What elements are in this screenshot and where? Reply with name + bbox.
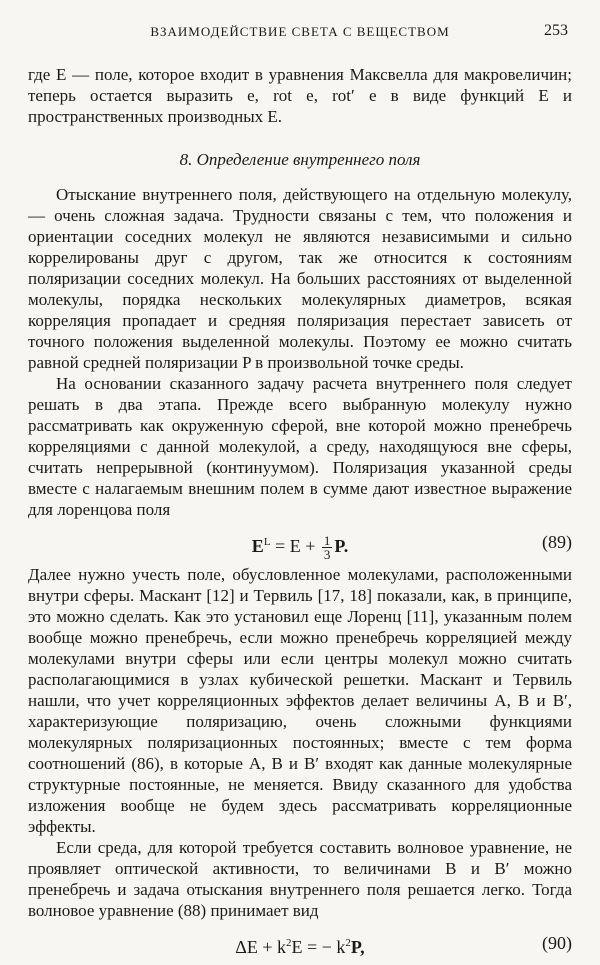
equation-89-expression [28, 532, 572, 561]
equation-90-number: (90) [542, 933, 572, 953]
eq89-frac-den: 3 [323, 547, 331, 563]
section-heading: 8. Определение внутреннего поля [179, 150, 421, 169]
eq90-mid: E = − k [291, 937, 346, 957]
eq90-sup2: 2 [345, 937, 351, 949]
eq90-rhs: P, [350, 937, 365, 957]
eq89-fraction [322, 534, 333, 561]
eq90-sup1: 2 [286, 937, 292, 949]
eq89-sup: L [263, 536, 271, 548]
equation-90 [28, 927, 572, 961]
paragraph-1: Отыскание внутреннего поля, действующего на отдельную молекулу, — очень сложная задача. Трудности связаны с тем, что положения и ориентации соседних молекул не являются независимыми и сильно коррелированы друг с другом, так же относится к состояниям поляризации соседних молекул. На больших расстояниях от выделенной молекулы, порядка нескольких молекулярных диаметров, всякая корреляция пропадает и средняя поляризация перестает зависеть от точного положения выделенной молекулы. Поэтому ее можно считать равной средней поляризации P в произвольной точке среды. [28, 185, 572, 372]
paragraph-0: где E — поле, которое входит в уравнения Максвелла для макровеличин; теперь остается выразить e, rot e, rot′ e в виде функций E и пространственных производных E. [28, 65, 572, 126]
running-title: ВЗАИМОДЕЙСТВИЕ СВЕТА С ВЕЩЕСТВОМ [150, 24, 450, 39]
page-header [28, 20, 572, 44]
eq89-frac-num: 1 [323, 533, 331, 549]
equation-89 [28, 526, 572, 563]
page-body [28, 64, 572, 965]
equation-90-expression [28, 933, 572, 958]
paragraph-2: На основании сказанного задачу расчета внутреннего поля следует решать в два этапа. Прежде всего выбранную молекулу нужно рассматривать как окруженную сферой, вне которой можно пренебречь корреляциями с данной молекулой, а среду, находящуюся вне сферы, считать непрерывной (континуумом). Поляризация указанной среды вместе с налагаемым внешним полем в сумме дают известное выражение для лоренцова поля [28, 374, 572, 519]
page-number: 253 [544, 22, 568, 39]
eq89-rhs: P. [334, 536, 349, 556]
paragraph-4: Если среда, для которой требуется составить волновое уравнение, не проявляет оптической активности, то величинами B и B′ можно пренебречь и задача отыскания внутреннего поля решается легко. Тогда волновое уравнение (88) принимает вид [28, 838, 572, 920]
paragraph-3: Далее нужно учесть поле, обусловленное молекулами, расположенными внутри сферы. Маскант [12] и Тервиль [17, 18] показали, как, в принципе, это можно сделать. Как это установил еще Лоренц [11], указанным полем вообще можно пренебречь, если можно пренебречь корреляцией между молекулами внутри сферы или если центры молекул можно считать располагающимися в узлах кубической решетки. Маскант и Тервиль нашли, что учет корреляционных эффектов делает величины A, B и B′, характеризующие поляризацию, очень сложными функциями молекулярных поляризационных постоянных; вместе с тем форма соотношений (86), в которые A, B и B′ входят как данные молекулярные структурные постоянные, не меняется. Ввиду сказанного для удобства изложения вообще не будем здесь рассматривать корреляционные эффекты. [28, 565, 572, 836]
eq90-lhs: ΔE + k [235, 937, 287, 957]
eq89-lhs: E [251, 536, 264, 556]
eq89-mid: = E + [270, 536, 320, 556]
equation-89-number: (89) [542, 532, 572, 552]
